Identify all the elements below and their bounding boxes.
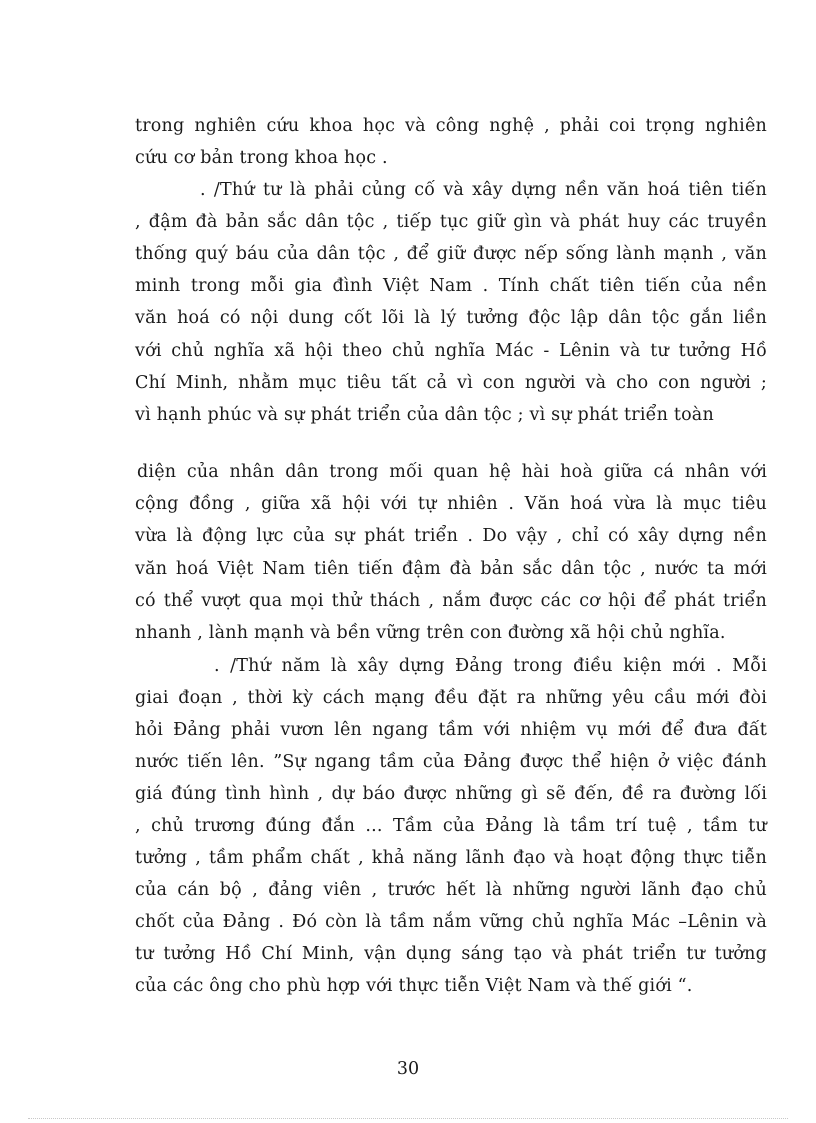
text-line: . /Thứ tư là phải củng cố và xây dựng nền văn hoá tiên tiến <box>200 180 767 200</box>
text-line: văn hoá Việt Nam tiên tiến đậm đà bản sắc dân tộc , nước ta mới <box>135 559 767 579</box>
text-line: với chủ nghĩa xã hội theo chủ nghĩa Mác - Lênin và tư tưởng Hồ <box>135 341 767 361</box>
text-line: thống quý báu của dân tộc , để giữ được nếp sống lành mạnh , văn <box>135 244 767 264</box>
page-bottom-divider <box>28 1118 788 1119</box>
text-line: có thể vượt qua mọi thử thách , nắm được các cơ hội để phát triển <box>135 591 767 611</box>
text-line: tư tưởng Hồ Chí Minh, vận dụng sáng tạo và phát triển tư tưởng <box>135 944 767 964</box>
text-line: minh trong mỗi gia đình Việt Nam . Tính chất tiên tiến của nền <box>135 276 767 296</box>
text-line: , chủ trương đúng đắn ... Tầm của Đảng là tầm trí tuệ , tầm tư <box>135 816 767 836</box>
text-line: diện của nhân dân trong mối quan hệ hài hoà giữa cá nhân với <box>137 462 767 482</box>
text-line: văn hoá có nội dung cốt lõi là lý tưởng độc lập dân tộc gắn liền <box>135 308 767 328</box>
text-line: cộng đồng , giữa xã hội với tự nhiên . Văn hoá vừa là mục tiêu <box>135 494 767 514</box>
text-line: giai đoạn , thời kỳ cách mạng đều đặt ra những yêu cầu mới đòi <box>135 688 767 708</box>
text-line: giá đúng tình hình , dự báo được những gì sẽ đến, đề ra đường lối <box>135 784 767 804</box>
text-line: vì hạnh phúc và sự phát triển của dân tộc ; vì sự phát triển toàn <box>135 405 714 425</box>
text-line: , đậm đà bản sắc dân tộc , tiếp tục giữ gìn và phát huy các truyền <box>135 212 767 232</box>
text-line: nước tiến lên. ”Sự ngang tầm của Đảng được thể hiện ở việc đánh <box>135 752 767 772</box>
text-line: của các ông cho phù hợp với thực tiễn Việt Nam và thế giới “. <box>135 976 693 996</box>
text-line: . /Thứ năm là xây dựng Đảng trong điều kiện mới . Mỗi <box>214 656 767 676</box>
text-line: cứu cơ bản trong khoa học . <box>135 148 388 168</box>
text-line: nhanh , lành mạnh và bền vững trên con đường xã hội chủ nghĩa. <box>135 623 726 643</box>
text-line: chốt của Đảng . Đó còn là tầm nắm vững chủ nghĩa Mác –Lênin và <box>135 912 767 932</box>
text-line: vừa là động lực của sự phát triển . Do vậy , chỉ có xây dựng nền <box>135 526 767 546</box>
text-line: tưởng , tầm phẩm chất , khả năng lãnh đạo và hoạt động thực tiễn <box>135 848 767 868</box>
text-line: của cán bộ , đảng viên , trước hết là những người lãnh đạo chủ <box>135 880 767 900</box>
text-line: hỏi Đảng phải vươn lên ngang tầm với nhiệm vụ mới để đưa đất <box>135 720 767 740</box>
text-line: trong nghiên cứu khoa học và công nghệ , phải coi trọng nghiên <box>135 116 767 136</box>
text-line: Chí Minh, nhằm mục tiêu tất cả vì con người và cho con người ; <box>135 373 767 393</box>
page-number: 30 <box>396 1059 420 1079</box>
